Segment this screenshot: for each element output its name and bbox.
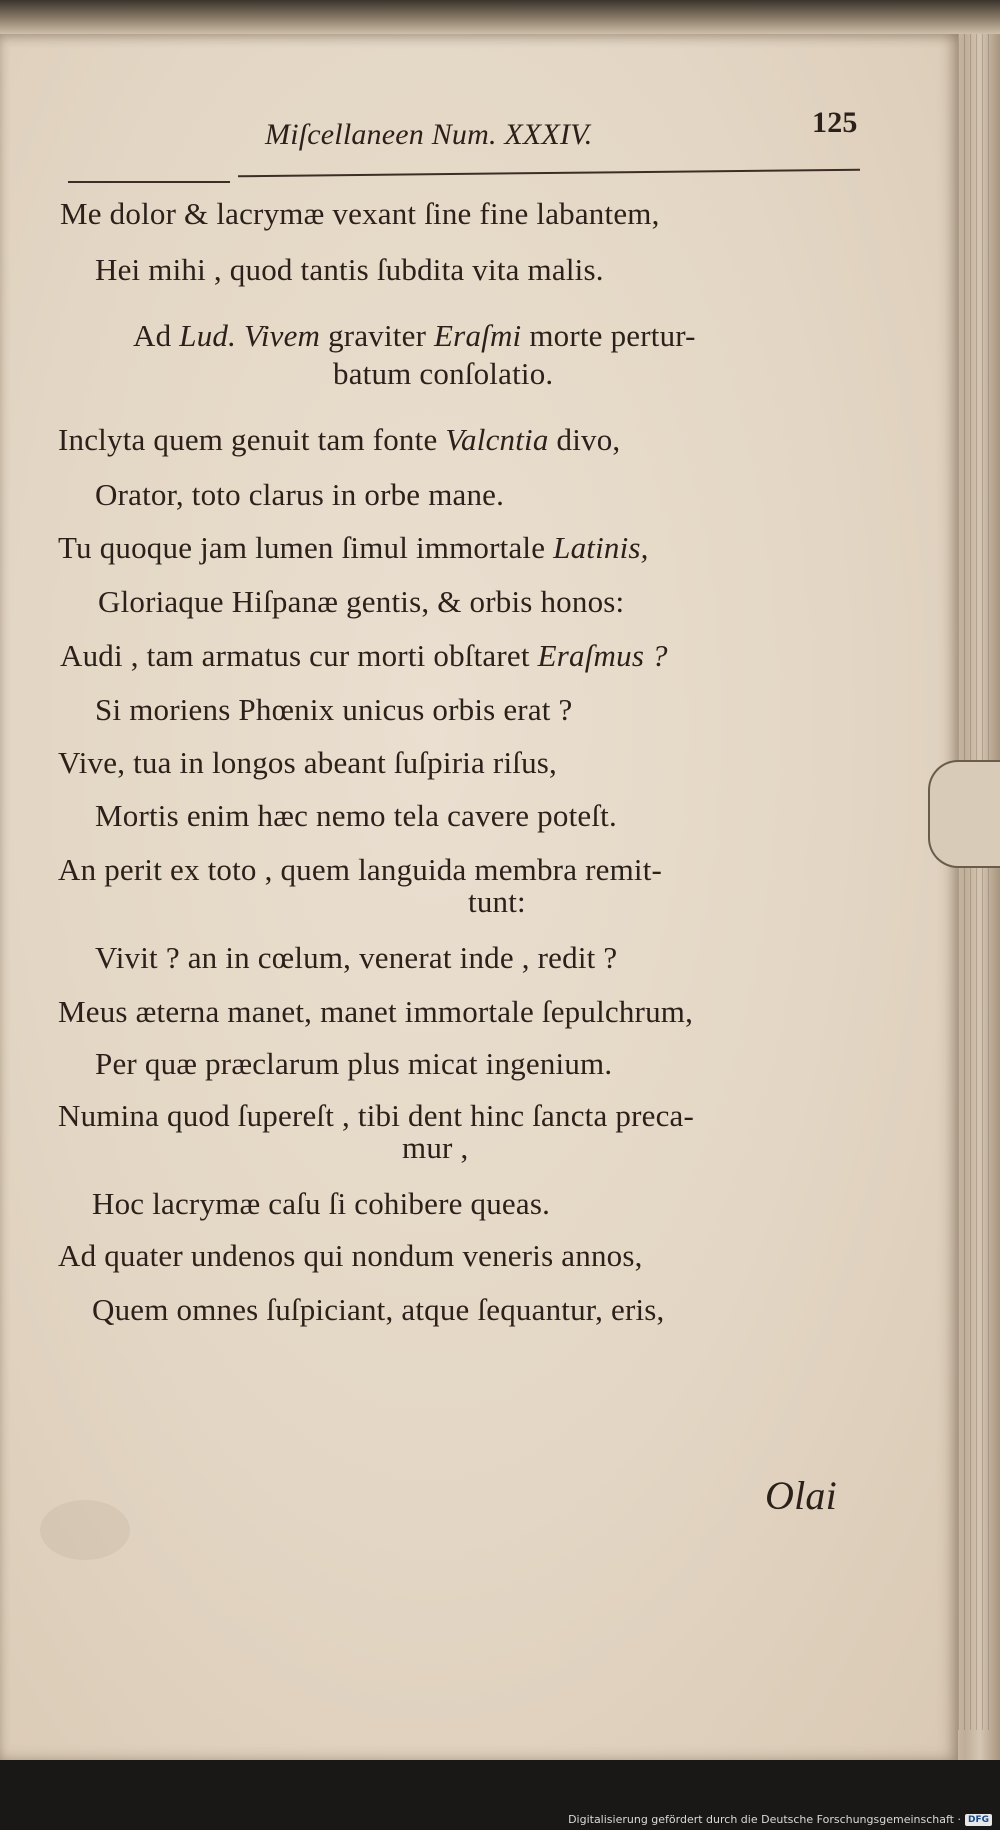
line-text: Audi , tam armatus cur morti obſtaret: [60, 638, 538, 673]
line-name: Valcntia: [445, 422, 549, 457]
poem-title-line: [133, 318, 696, 354]
poem-line: [58, 422, 620, 458]
poem-line: Meus æterna manet, manet immortale ſepulchrum,: [58, 994, 694, 1029]
title-name: Lud. Vivem: [179, 318, 321, 353]
dfg-logo: DFG: [965, 1814, 992, 1826]
top-edge: [0, 0, 1000, 34]
line-name: Eraſmus ?: [537, 638, 668, 673]
page-edge-lines: [958, 10, 990, 1730]
digitization-credit: [568, 1813, 992, 1826]
poem-title-line: batum conſolatio.: [333, 356, 554, 391]
title-name: Eraſmi: [434, 318, 522, 353]
line-text: divo,: [548, 422, 621, 457]
poem-line: Ad quater undenos qui nondum veneris annos,: [58, 1238, 643, 1273]
poem-line: Vivit ? an in cœlum, venerat inde , redit ?: [95, 940, 618, 975]
title-text: graviter: [320, 318, 435, 353]
title-text: Ad: [133, 318, 180, 353]
running-title: Miſcellaneen Num. XXXIV.: [265, 118, 593, 151]
poem-line: Per quæ præclarum plus micat ingenium.: [95, 1046, 613, 1081]
poem-line: An perit ex toto , quem languida membra remit-: [58, 852, 663, 887]
poem-line: Hoc lacrymæ caſu ſi cohibere queas.: [92, 1186, 551, 1221]
credit-text: Digitalisierung gefördert durch die Deutsche Forschungsgemeinschaft ·: [568, 1813, 961, 1826]
poem-line: Gloriaque Hiſpanæ gentis, & orbis honos:: [98, 584, 625, 619]
poem-line: [60, 638, 668, 674]
header-rule-left: [68, 181, 230, 183]
catchword: Olai: [765, 1473, 837, 1518]
poem-line: Quem omnes ſuſpiciant, atque ſequantur, eris,: [92, 1292, 665, 1327]
page-number: 125: [812, 106, 858, 139]
poem-line: Si moriens Phœnix unicus orbis erat ?: [95, 692, 573, 727]
poem-line-cont: tunt:: [468, 884, 526, 919]
poem-line: Hei mihi , quod tantis ſubdita vita malis.: [95, 252, 604, 287]
page-tab: [928, 760, 1000, 868]
poem-line: Me dolor & lacrymæ vexant ſine fine labantem,: [60, 196, 660, 231]
poem-line: Orator, toto clarus in orbe mane.: [95, 477, 505, 512]
line-text: Tu quoque jam lumen ſimul immortale: [58, 530, 554, 565]
paper-stain: [40, 1500, 130, 1560]
poem-line: Numina quod ſupereſt , tibi dent hinc ſancta preca-: [58, 1098, 695, 1133]
poem-line-cont: mur ,: [402, 1130, 469, 1165]
line-name: Latinis,: [553, 530, 649, 565]
footer-bar: [0, 1760, 1000, 1830]
title-text: morte pertur-: [521, 318, 696, 353]
poem-line: [58, 530, 649, 566]
poem-line: Vive, tua in longos abeant ſuſpiria riſus,: [58, 745, 557, 780]
poem-line: Mortis enim hæc nemo tela cavere poteſt.: [95, 798, 617, 833]
line-text: Inclyta quem genuit tam fonte: [58, 422, 446, 457]
